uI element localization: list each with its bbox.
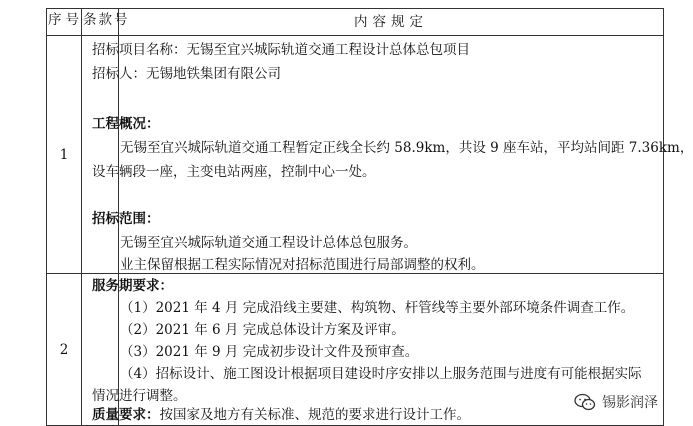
row2-number-text: 2 xyxy=(59,342,69,358)
row2-item4-line2: 情况进行调整。 xyxy=(92,388,187,404)
row1-number xyxy=(47,145,81,165)
header-col-clause-text: 条款号 xyxy=(83,12,130,28)
header-col-content xyxy=(119,12,663,32)
row2-quality-heading: 质量要求： xyxy=(92,407,160,423)
row1-number-text: 1 xyxy=(59,147,69,163)
header-col-no-text: 序号 xyxy=(48,12,83,28)
row1-overview-heading: 工程概况： xyxy=(92,116,160,132)
header-divider xyxy=(46,35,664,36)
header-col-no xyxy=(48,10,83,34)
watermark xyxy=(574,392,658,412)
header-col-content-text: 内容规定 xyxy=(354,14,428,30)
row1-overview-line1: 无锡至宜兴城际轨道交通工程暂定正线全长约 58.9km，共设 9 座车站，平均站间距 7.36km， xyxy=(120,140,693,156)
row1-scope-heading: 招标范围： xyxy=(92,211,160,227)
row1-project-name: 招标项目名称：无锡至宜兴城际轨道交通工程设计总体总包项目 xyxy=(92,42,470,58)
row2-item2: （2）2021 年 6 月 完成总体设计方案及评审。 xyxy=(120,322,405,338)
row2-item1: （1）2021 年 4 月 完成沿线主要建、构筑物、杆管线等主要外部环境条件调查工作。 xyxy=(120,300,635,316)
col-divider-1 xyxy=(81,8,82,426)
wechat-icon xyxy=(574,393,596,411)
row2-quality xyxy=(92,405,470,425)
watermark-text: 锡影润泽 xyxy=(602,395,658,411)
row2-item3: （3）2021 年 9 月 完成初步设计文件及预审查。 xyxy=(120,344,419,360)
table-border-right xyxy=(663,8,664,426)
row2-quality-text: 按国家及地方有关标准、规范的要求进行设计工作。 xyxy=(159,407,470,423)
row1-scope-line1: 无锡至宜兴城际轨道交通工程设计总体总包服务。 xyxy=(120,235,417,251)
row1-tenderer: 招标人：无锡地铁集团有限公司 xyxy=(92,66,281,82)
row2-item4-line1: （4）招标设计、施工图设计根据项目建设时序安排以上服务范围与进度有可能根据实际 xyxy=(120,366,642,382)
row2-service-heading: 服务期要求： xyxy=(92,278,173,294)
row2-number xyxy=(47,340,81,360)
row1-overview-line2: 设车辆段一座，主变电站两座，控制中心一处。 xyxy=(92,164,376,180)
table-border-left xyxy=(46,8,47,426)
header-col-clause xyxy=(83,10,130,34)
row1-scope-line2: 业主保留根据工程实际情况对招标范围进行局部调整的权利。 xyxy=(120,257,485,273)
table-border-top xyxy=(46,8,664,9)
